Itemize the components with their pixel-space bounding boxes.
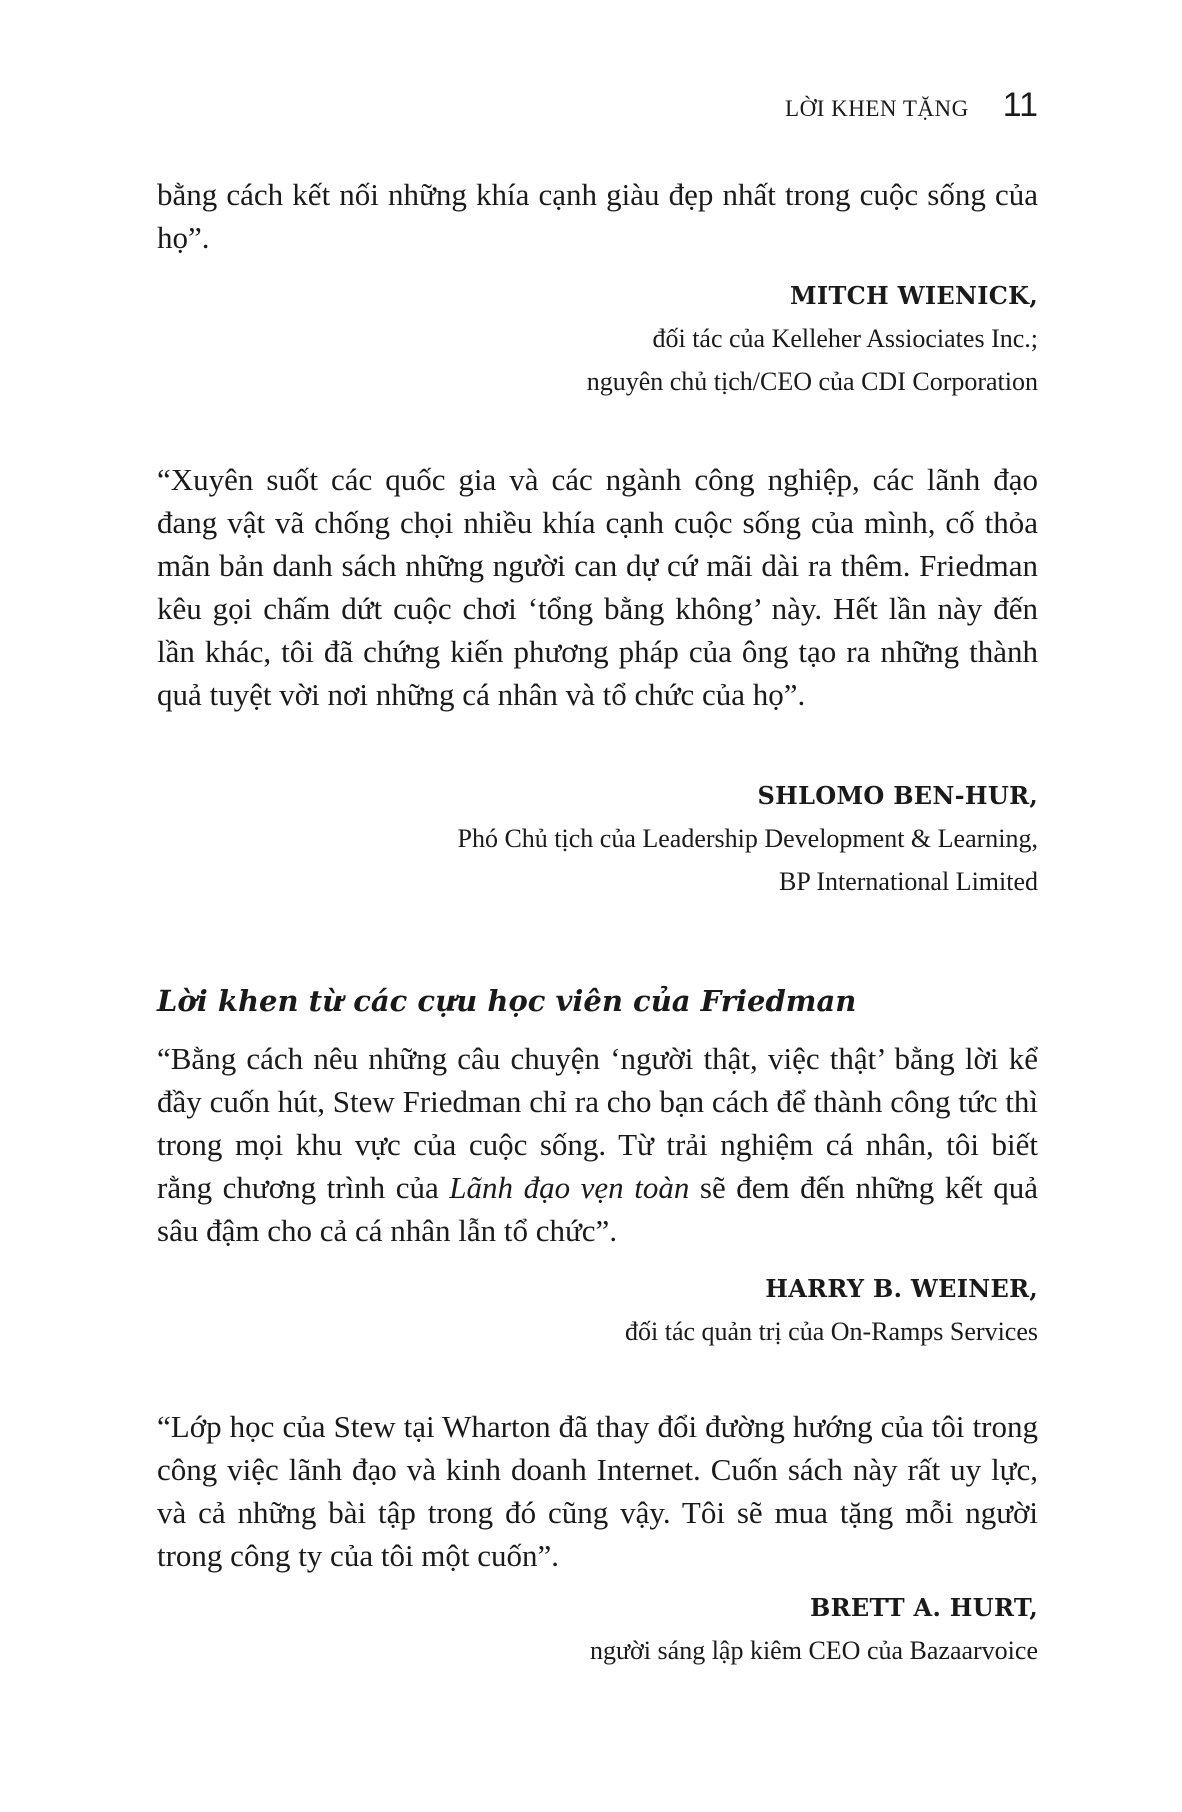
book-title: Lãnh đạo vẹn toàn [449,1170,690,1205]
author-role: đối tác của Kelleher Assiociates Inc.; [652,324,1038,353]
author-role: Phó Chủ tịch của Leadership Development & Learning, [457,824,1038,853]
testimonial-paragraph [157,1037,1038,1252]
book-page [157,0,1038,1812]
testimonial-paragraph: “Xuyên suốt các quốc gia và các ngành công nghiệp, các lãnh đạo đang vật vã chống chọi nhiều khía cạnh cuộc sống của mình, cố thỏa mãn bản danh sách những người can dự cứ mãi dài ra thêm. Friedman kêu gọi chấm dứt cuộc chơi ‘tổng bằng không’ này. Hết lần này đến lần khác, tôi đã chứng kiến phương pháp của ông tạo ra những thành quả tuyệt vời nơi những cá nhân và tổ chức của họ”. [157,462,1038,712]
paragraph-text: sẽ đem đến những kết quả sâu đậm cho cả cá nhân lẫn tổ chức”. [157,1170,1039,1248]
section-heading: Lời khen từ các cựu học viên của Friedman [157,984,857,1018]
paragraph-text: “Bằng cách nêu những câu chuyện ‘người thật, việc thật’ bằng lời kể đầy cuốn hút, Stew Friedman chỉ ra cho bạn cách để thành công tức thì trong mọi khu vực của cuộc sống. Từ trải nghiệm cá nhân, tôi biết rằng chương trình của [157,1041,1038,1205]
author-name: HARRY B. WEINER, [765,1274,1038,1303]
attribution [157,274,1038,403]
author-role: nguyên chủ tịch/CEO của CDI Corporation [586,367,1038,396]
author-name: MITCH WIENICK, [790,281,1038,310]
attribution [157,1267,1038,1353]
author-role: BP International Limited [779,867,1038,896]
page-number: 11 [1002,86,1038,124]
running-title: LỜI KHEN TẶNG [785,96,969,121]
testimonial-paragraph: bằng cách kết nối những khía cạnh giàu đẹp nhất trong cuộc sống của họ”. [157,177,1038,255]
author-role: đối tác quản trị của On-Ramps Services [625,1317,1038,1346]
author-name: SHLOMO BEN-HUR, [757,781,1038,810]
attribution [157,774,1038,903]
testimonial-paragraph: “Lớp học của Stew tại Wharton đã thay đổi đường hướng của tôi trong công việc lãnh đạo và kinh doanh Internet. Cuốn sách này rất uy lực, và cả những bài tập trong đó cũng vậy. Tôi sẽ mua tặng mỗi người trong công ty của tôi một cuốn”. [157,1409,1038,1573]
attribution [157,1586,1038,1672]
author-name: BRETT A. HURT, [810,1593,1038,1622]
author-role: người sáng lập kiêm CEO của Bazaarvoice [589,1636,1038,1665]
running-header [785,86,1038,125]
